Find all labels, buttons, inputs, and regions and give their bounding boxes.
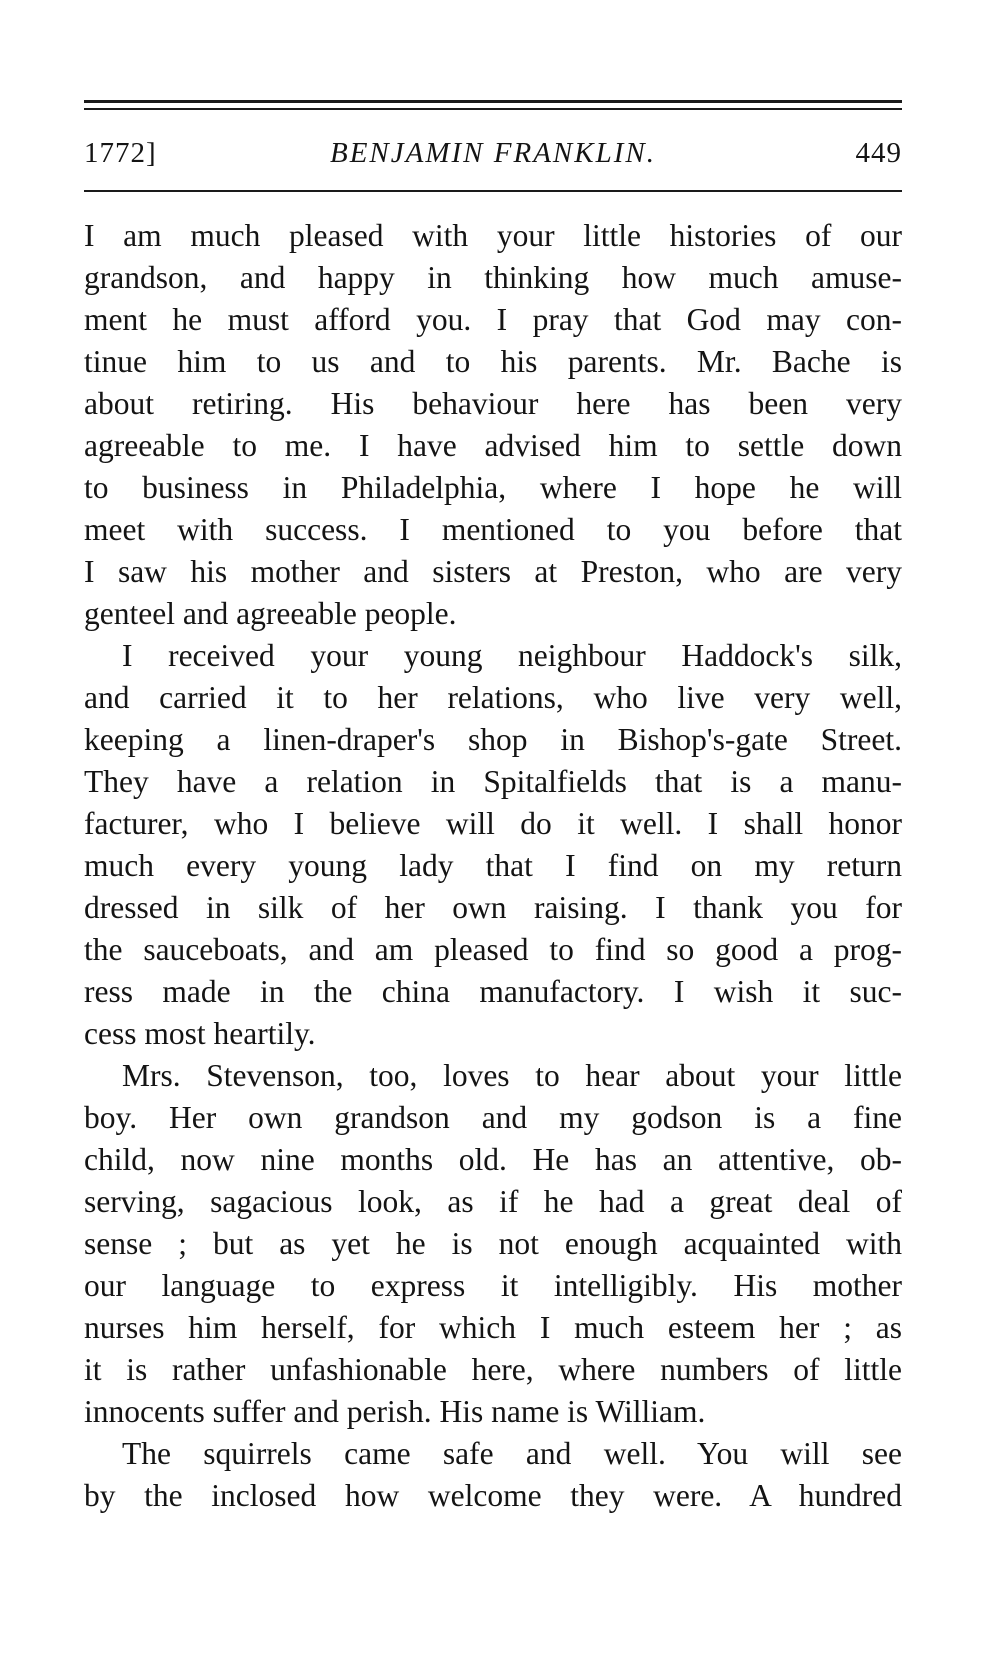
- text-line: dressed in silk of her own raising. I thank you for: [84, 890, 902, 925]
- text-line: The squirrels came safe and well. You will see: [122, 1436, 902, 1471]
- paragraph-3: [84, 1055, 902, 1433]
- text-line: tinue him to us and to his parents. Mr. Bache is: [84, 344, 902, 379]
- text-line: I am much pleased with your little histories of our: [84, 218, 902, 253]
- running-header-title: BENJAMIN FRANKLIN.: [330, 137, 656, 169]
- text-line: ment he must afford you. I pray that God may con-: [84, 302, 902, 337]
- paragraph-4: [84, 1433, 902, 1517]
- text-line: the sauceboats, and am pleased to find so good a prog-: [84, 932, 902, 967]
- header-rule-bottom: [84, 190, 902, 192]
- text-line: to business in Philadelphia, where I hope he will: [84, 470, 902, 505]
- text-line: innocents suffer and perish. His name is William.: [84, 1394, 706, 1429]
- text-line: ress made in the china manufactory. I wish it suc-: [84, 974, 902, 1009]
- paragraph-1: [84, 215, 902, 635]
- text-line: our language to express it intelligibly. His mother: [84, 1268, 902, 1303]
- text-line: facturer, who I believe will do it well. I shall honor: [84, 806, 902, 841]
- text-line: Mrs. Stevenson, too, loves to hear about your little: [122, 1058, 902, 1093]
- text-line: I received your young neighbour Haddock's silk,: [122, 638, 902, 673]
- text-line: much every young lady that I find on my return: [84, 848, 902, 883]
- text-line: it is rather unfashionable here, where numbers of little: [84, 1352, 902, 1387]
- text-line: grandson, and happy in thinking how much amuse-: [84, 260, 902, 295]
- body-text: [84, 215, 902, 1517]
- paragraph-2: [84, 635, 902, 1055]
- text-line: about retiring. His behaviour here has been very: [84, 386, 902, 421]
- header-rule-top: [84, 100, 902, 103]
- page-number: 449: [855, 137, 902, 169]
- text-line: child, now nine months old. He has an attentive, ob-: [84, 1142, 902, 1177]
- text-line: sense ; but as yet he is not enough acquainted with: [84, 1226, 902, 1261]
- text-line: agreeable to me. I have advised him to settle down: [84, 428, 902, 463]
- text-line: cess most heartily.: [84, 1016, 316, 1051]
- text-line: They have a relation in Spitalfields that is a manu-: [84, 764, 902, 799]
- text-line: and carried it to her relations, who live very well,: [84, 680, 902, 715]
- running-header-date: 1772]: [84, 137, 157, 169]
- running-header: [84, 130, 902, 176]
- text-line: I saw his mother and sisters at Preston, who are very: [84, 554, 902, 589]
- header-rule-top-inner: [84, 108, 902, 110]
- text-line: keeping a linen-draper's shop in Bishop's-gate Street.: [84, 722, 902, 757]
- text-line: nurses him herself, for which I much esteem her ; as: [84, 1310, 902, 1345]
- text-line: by the inclosed how welcome they were. A hundred: [84, 1478, 902, 1513]
- text-line: serving, sagacious look, as if he had a great deal of: [84, 1184, 902, 1219]
- text-line: boy. Her own grandson and my godson is a fine: [84, 1100, 902, 1135]
- text-line: meet with success. I mentioned to you before that: [84, 512, 902, 547]
- text-line: genteel and agreeable people.: [84, 596, 457, 631]
